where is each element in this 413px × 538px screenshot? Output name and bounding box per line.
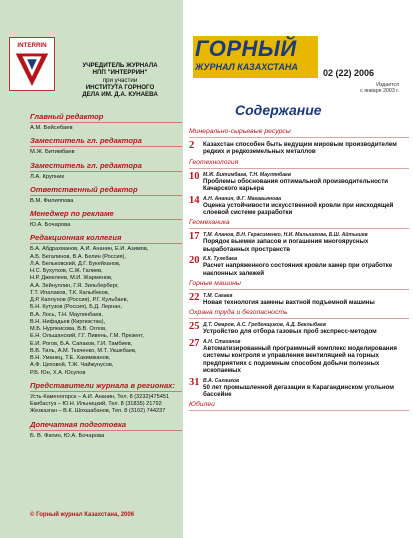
contents-heading: Содержание (235, 102, 322, 118)
published-since: Издается с января 2003 г. (360, 82, 399, 94)
editorial-board-role: Редакционная коллегия (30, 233, 122, 243)
journal-title: ГОРНЫЙ (195, 36, 297, 61)
article-title: Порядок выемки запасов и погашения многоярусных выработанных пространств (203, 238, 369, 253)
toc-entry[interactable] (189, 256, 409, 277)
page-number: 10 (189, 170, 200, 182)
deputy-editor-name: Л.А. Крупник (30, 173, 65, 180)
deputy-editor-role: Заместитель гл. редактора (30, 136, 142, 146)
toc-entry[interactable] (189, 196, 409, 217)
toc-entry[interactable] (189, 141, 409, 156)
page-number: 20 (189, 255, 200, 267)
responsible-editor-role: Ответственный редактор (30, 184, 138, 194)
page-number: 31 (189, 376, 200, 388)
responsible-editor-name: В.М. Филиппова (30, 197, 74, 204)
article-authors: А.Н. Стаханов (203, 338, 241, 345)
article-title: 50 лет промышленной дегазации в Карагандинском угольном бассейне (203, 383, 394, 398)
journal-subtitle: ЖУРНАЛ КАЗАХСТАНА (195, 62, 298, 72)
regional-reps-list: Усть-Каменогорск – А.И. Ананин, Тел. 8 (3232)475451 Екибастуз – Ю.Н. Ильницкий, Тел. 8 (31835) 21792 Жезказган – В.К. Шохшабанов, Тел. 8 (3102) 744237 (30, 393, 170, 415)
chief-editor-role: Главный редактор (30, 112, 104, 121)
page-number: 27 (189, 337, 200, 349)
article-authors: Т.М. Сагаев (203, 293, 233, 300)
interrin-logo (9, 37, 55, 91)
page-number: 22 (189, 292, 200, 304)
page-number: 17 (189, 231, 200, 243)
section-heading: Охрана труда и безопасность (189, 309, 288, 317)
section-heading: Минерально-сырьевые ресурсы (189, 128, 291, 135)
article-authors: Д.Т. Омаров, А.С. Гребенщиков, А.Д. Беклыбаев (203, 322, 326, 329)
founder-block: УЧРЕДИТЕЛЬ ЖУРНАЛА НПП "ИНТЕРРИН" при участии ИНСТИТУТА ГОРНОГО ДЕЛА ИМ. Д.А. КУНАЕВА (82, 62, 158, 99)
copyright: © Горный журнал Казахстана, 2006 (30, 512, 135, 518)
toc-entry[interactable] (189, 293, 409, 306)
page-number: 14 (189, 194, 200, 206)
deputy-editor-name: М.Ж. Битимбаев (30, 149, 75, 156)
table-of-contents (189, 126, 409, 414)
issue-number: 02 (22) 2006 (323, 68, 375, 78)
article-authors: М.Ж. Битимбаев, Т.Н. Маулянбаев (203, 171, 291, 178)
ads-manager-name: Ю.А. Бочарова (30, 222, 71, 229)
article-title: Автоматизированный программный комплекс моделирования системы контроля и управления вентиляцией на горных предприятиях с подземным способом добычи полезных ископаемых (203, 344, 397, 375)
article-title: Расчет напряженного состояния кровли камер при отработке наклонных залежей (203, 262, 393, 277)
editorial-board-list: Б.А. Абдрахманов, А.И. Ананин, Е.И. Азимов, А.Б. Бегалинов, В.А. Белин (Россия), Л.А. Бельковский, Д.Г. Букейханов, Н.С. Бухутков, С.Ж. Галиев, Н.Р. Джеклеев, М.И. Жарменов, А.А. Зейнуллин, Г.Я. Зильберберг, Т.Т. Ипалаков, Т.К. Калыбеков, Д.Р. Каплунов (Россия), Р.Г. Кульбаев, Б.Н. Кутузов (Россия), Б.Д. Лернан, В.А. Лось, Т.Н. Маулянбаев, В.Н. Нифадьев (Киргизстан), М.Б. Нурпеисова, В.В. Оглов, Е.Н. Ольшанский, Г.Г. Пивень, Г.М. Презент, Е.И. Рогов, Б.А. Сапаков, Г.И. Тамбиев, В.В. Тиль, А.М. Ткаченко, М.Т. Укшебаев, В.Н. Уманец, Т.Е. Хакимжанов, А.Ф. Цеховой, Т.Ж. Чайжунусов, Р.Б. Юн, Х.А. Юсупов (30, 246, 149, 376)
toc-entry[interactable] (189, 172, 409, 193)
section-heading: Геотехнология (189, 158, 239, 166)
svg-text:INTERRIN: INTERRIN (17, 41, 47, 49)
article-authors: В.А. Сахников (203, 377, 240, 384)
editorial-staff (30, 108, 182, 443)
prepress-role: Допечатная подготовка (30, 419, 127, 429)
toc-entry[interactable] (189, 378, 409, 399)
contents-column (183, 0, 413, 538)
article-title: Оценка устойчивости искусственной кровли при нисходящей слоевой системе разработки (203, 201, 394, 217)
article-authors: А.Н. Ананин, Ф.Г. Магавьянова (203, 195, 282, 202)
page-number: 2 (189, 140, 195, 151)
journal-masthead (193, 36, 318, 78)
article-authors: Т.М. Аланов, В.Н. Герасименко, Н.И. Малышкова, Б.Ш. Айтышев (203, 232, 368, 239)
toc-entry[interactable] (189, 339, 409, 375)
article-authors: К.К. Тулебаев (203, 256, 238, 263)
ads-manager-role: Менеджер по рекламе (30, 209, 114, 219)
toc-entry[interactable] (189, 322, 409, 335)
regional-reps-role: Представители журнала в регионах: (30, 380, 175, 390)
section-heading: Горные машины (189, 280, 241, 288)
section-heading: Юбилеи (189, 401, 215, 409)
chief-editor-name: А.М. Бейсебаев (30, 125, 73, 131)
prepress-name: Б. В. Фатин, Ю.А. Бочарова (30, 432, 105, 439)
article-title: Проблемы обоснования оптимальной производительности Качарского карьера (203, 177, 389, 193)
deputy-editor-role: Заместитель гл. редактора (30, 160, 142, 170)
page-number: 25 (189, 321, 200, 333)
article-title: Казахстан способен быть ведущим мировым производителем редких и редкоземельных металлов (203, 141, 397, 156)
toc-entry[interactable] (189, 232, 409, 253)
article-title: Устройство для отбора газовых проб экспресс-методом (203, 328, 377, 336)
article-title: Новая технология замены вахтной подъемной машины (203, 299, 375, 307)
section-heading: Геомеханика (189, 219, 230, 227)
masthead-column (0, 0, 183, 538)
